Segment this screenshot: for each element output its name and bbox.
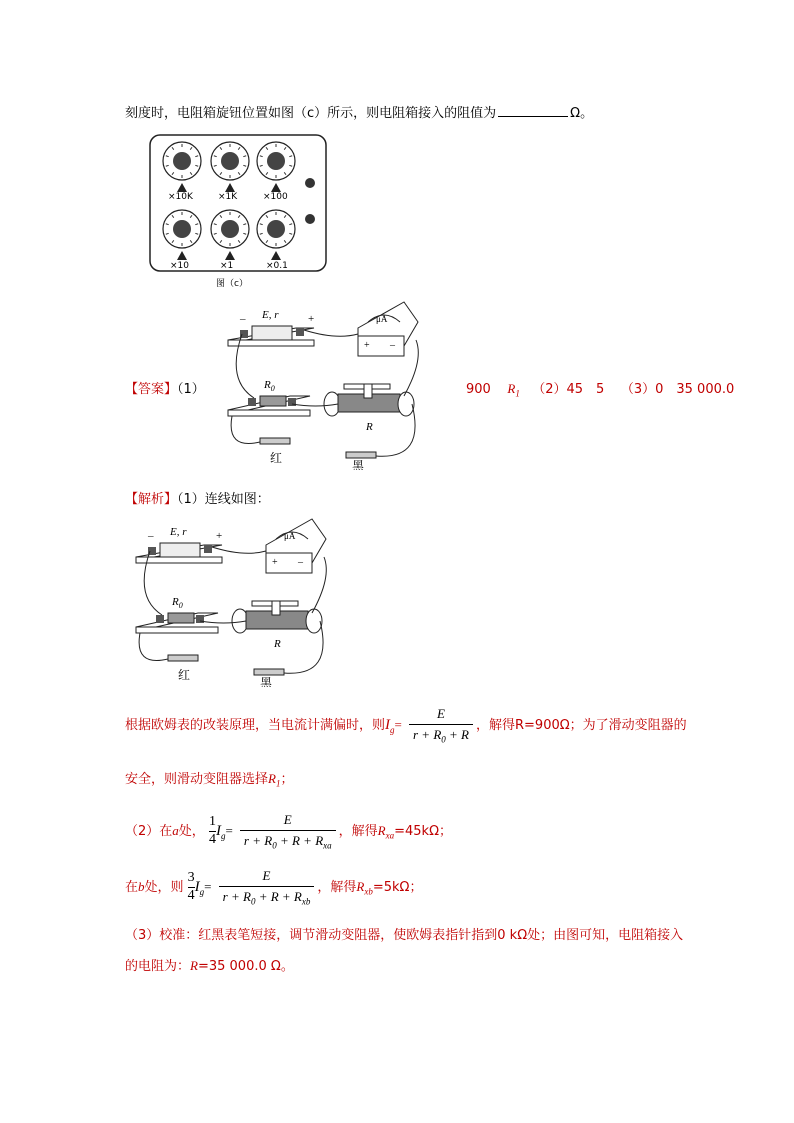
answer-part1: （1） xyxy=(177,382,205,397)
knob-label-3: ×10 xyxy=(170,261,189,271)
circuit-diagram-analysis xyxy=(134,517,334,687)
para1-cont-text: 安全，则滑动变阻器选择 xyxy=(125,772,269,787)
svg-text:E, r: E, r xyxy=(262,309,279,321)
p3-coef: $\frac{3}{4}$ xyxy=(187,870,195,904)
knob-label-2: ×100 xyxy=(263,192,288,202)
svg-text:E, r: E, r xyxy=(170,526,187,538)
svg-text:+: + xyxy=(364,340,370,351)
analysis-para5 xyxy=(125,955,294,974)
svg-text:R: R xyxy=(366,421,373,433)
fraction-1: $\frac{E}{r + R_0 + R}$ xyxy=(409,706,473,745)
p2-eq: = xyxy=(225,822,233,838)
answer-values xyxy=(466,378,734,399)
figure-c xyxy=(148,133,330,293)
analysis-line1: （1）连线如图： xyxy=(177,492,270,507)
p2-rxa: $R_{xa}$ xyxy=(377,822,395,841)
p3-eq: = xyxy=(204,878,212,894)
p5-val: =35 000.0 Ω。 xyxy=(197,959,294,974)
analysis-para3 xyxy=(125,868,422,907)
p3-rxb: $R_{xb}$ xyxy=(356,878,373,897)
question-line xyxy=(125,102,593,121)
answer-blank xyxy=(498,104,568,117)
analysis-para2 xyxy=(125,812,452,851)
p2-res-val: =45kΩ； xyxy=(394,823,453,839)
svg-text:μA: μA xyxy=(376,314,388,324)
svg-text:R: R xyxy=(274,638,281,650)
p3-tail: 处，则 xyxy=(144,879,184,895)
p3-text: 在 xyxy=(125,879,139,895)
analysis-tag: 【解析】 xyxy=(125,492,178,507)
answer-tag: 【答案】 xyxy=(125,382,178,397)
analysis-para4: （3）校准：红黑表笔短接，调节滑动变阻器，使欧姆表指针指到0 kΩ处；由图可知，电阻箱接入 xyxy=(125,928,684,943)
svg-text:–: – xyxy=(298,557,303,568)
svg-text:黑: 黑 xyxy=(352,459,365,470)
svg-text:红: 红 xyxy=(178,668,191,682)
svg-text:–: – xyxy=(240,313,246,325)
svg-text:–: – xyxy=(390,340,395,351)
question-text: 刻度时，电阻箱旋钮位置如图（c）所示，则电阻箱接入的阻值为 xyxy=(125,106,497,121)
fraction-3: $\frac{E}{r + R_0 + R + R_{xb}}$ xyxy=(219,868,315,907)
svg-text:R0: $R_0$ xyxy=(172,596,183,610)
p2-ig: $I_g$ xyxy=(215,822,226,841)
figure-caption: 图（c） xyxy=(216,279,248,289)
svg-text:红: 红 xyxy=(270,451,283,465)
p3-b: b xyxy=(138,878,145,894)
question-unit: Ω。 xyxy=(570,106,594,121)
svg-text:–: – xyxy=(148,530,154,542)
fraction-2: $\frac{E}{r + R_0 + R + R_{xa}}$ xyxy=(240,812,336,851)
ig-symbol: $I_g$ xyxy=(385,716,395,735)
answer-part3: （3）0 35 000.0 xyxy=(620,382,735,397)
knob-label-0: ×10K xyxy=(168,192,193,202)
circuit-illustration-2 xyxy=(134,517,334,687)
answer-r1: $R_1$ xyxy=(507,381,520,399)
answer-val1: 900 xyxy=(466,382,491,397)
svg-text:+: + xyxy=(272,557,278,568)
para1-end: ； xyxy=(280,772,294,787)
svg-text:+: + xyxy=(308,313,315,325)
para1-result: ，解得R=900Ω；为了滑动变阻器的 xyxy=(476,717,687,733)
svg-text:+: + xyxy=(216,530,223,542)
knob-label-1: ×1K xyxy=(218,192,238,202)
eq-sign: = xyxy=(394,716,402,732)
para1-text: 根据欧姆表的改装原理，当电流计满偏时，则 xyxy=(125,717,386,733)
knob-label-5: ×0.1 xyxy=(266,261,288,271)
analysis-para1-cont xyxy=(125,768,293,789)
p2-coef: $\frac{1}{4}$ xyxy=(208,814,216,848)
p2-text: （2）在 xyxy=(125,823,173,839)
knob-label-4: ×1 xyxy=(220,261,234,271)
analysis-para1 xyxy=(125,706,687,745)
svg-text:R0: $R_0$ xyxy=(264,379,275,393)
p3-ig: $I_g$ xyxy=(194,878,205,897)
svg-text:μA: μA xyxy=(284,531,296,541)
p2-tail: 处， xyxy=(178,823,205,839)
p2-a: a xyxy=(172,822,179,838)
answer-part2: （2）45 5 xyxy=(532,382,605,397)
p5-r: R xyxy=(190,958,198,973)
analysis-header xyxy=(125,488,270,507)
p3-res: ，解得 xyxy=(317,879,357,895)
p3-res-val: =5kΩ； xyxy=(372,879,423,895)
p5-text: 的电阻为： xyxy=(125,959,191,974)
svg-text:黑: 黑 xyxy=(260,676,273,687)
para1-r1: $R_1$ xyxy=(268,771,281,789)
p2-res: ，解得 xyxy=(338,823,378,839)
